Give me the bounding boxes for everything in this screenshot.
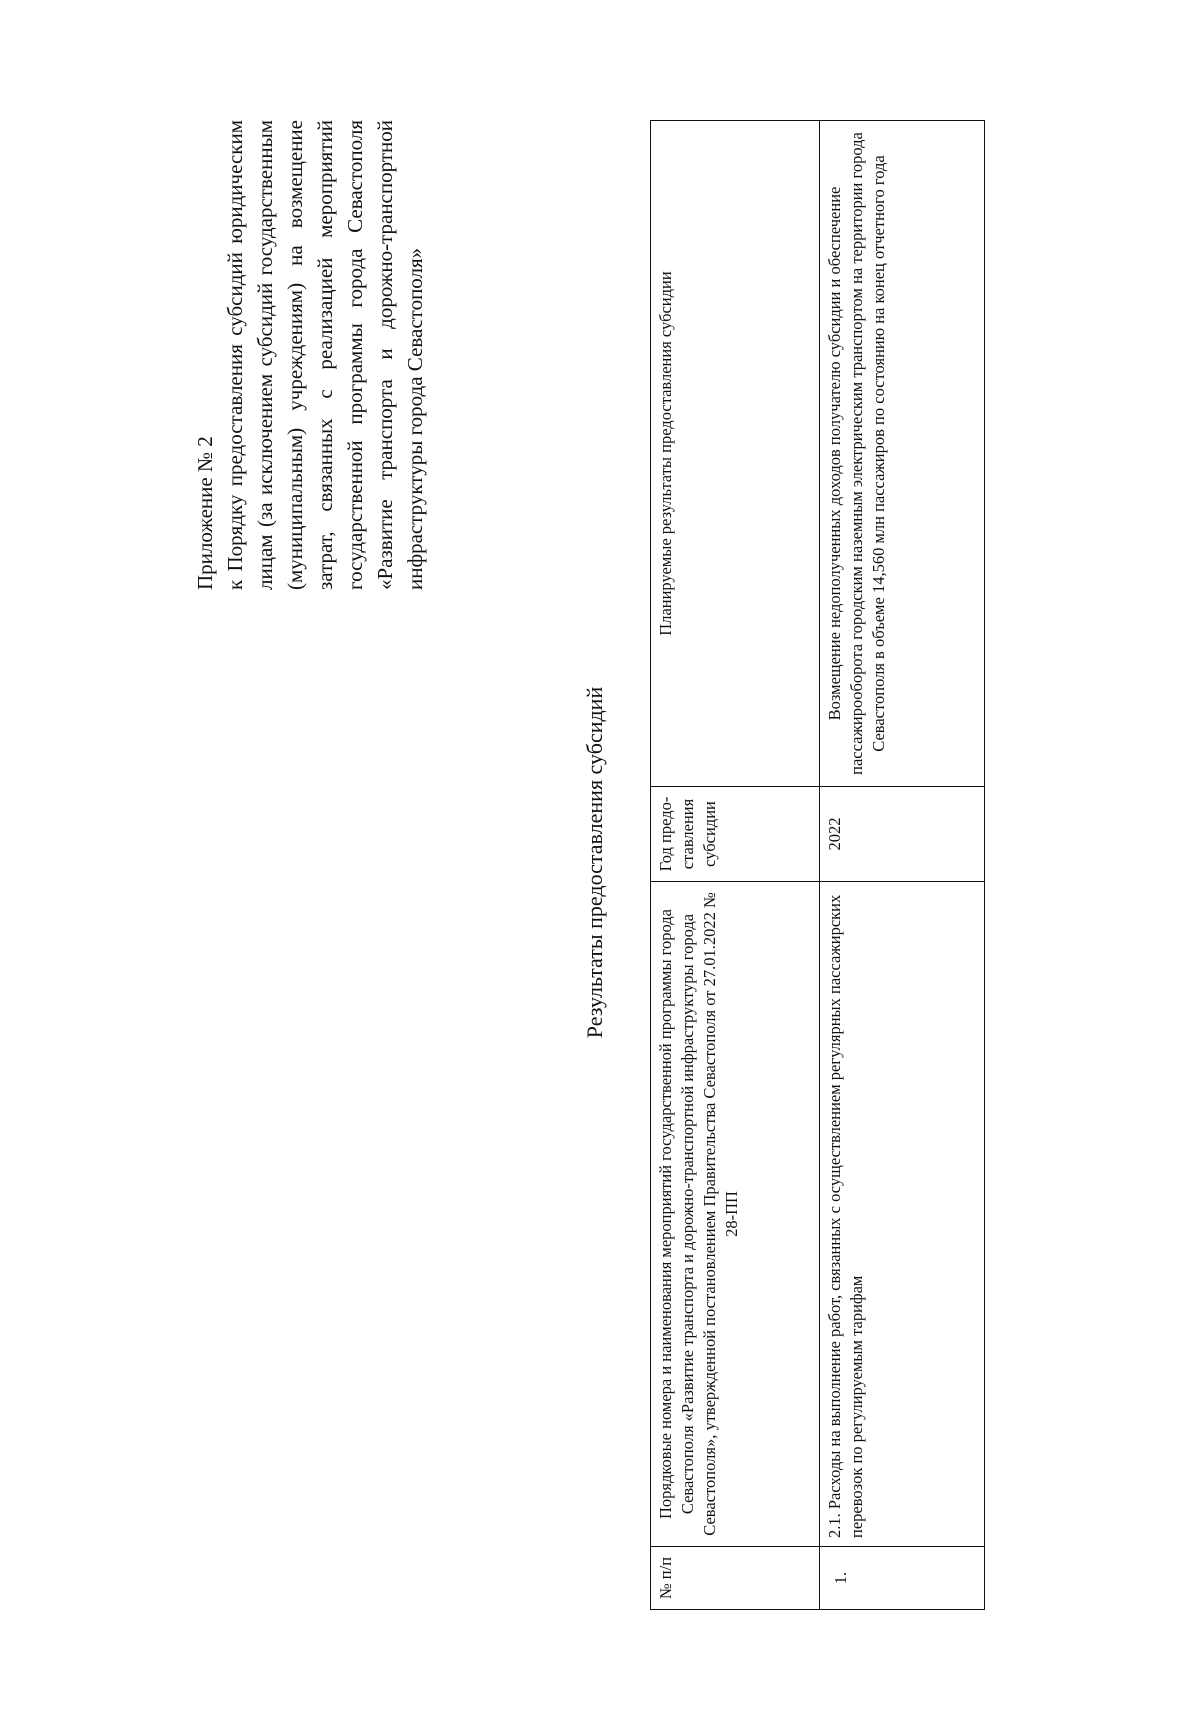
cell-name: 2.1. Расходы на выполнение работ, связанных с осуществлением регулярных пассажирских перевозок по регулируемым тарифам <box>820 882 985 1547</box>
table-header-row <box>651 121 820 1610</box>
header-number: № п/п <box>651 1547 820 1610</box>
cell-year: 2022 <box>820 787 985 882</box>
cell-result: Возмещение недополученных доходов получателю субсидии и обеспечение пассажирооборота городским наземным электрическим транспортом на территории города Севастополя в объеме 14,560 млн пассажиров по состоянию на конец отчетного года <box>820 121 985 787</box>
cell-number: 1. <box>820 1547 985 1610</box>
results-table <box>650 120 985 1610</box>
table-row <box>820 121 985 1610</box>
header-name: Порядковые номера и наименования мероприятий государственной программы города Севастополя «Развитие транспорта и дорожно-транспортной инфраструктуры города Севастополя», утвержденной постановлением Правительства Севастополя от 27.01.2022 № 28-ПП <box>651 882 820 1547</box>
header-result: Планируемые результаты предоставления субсидии <box>651 121 820 787</box>
document-title: Результаты предоставления субсидий <box>582 686 607 1039</box>
appendix-block <box>190 120 430 590</box>
appendix-title: Приложение № 2 <box>193 436 217 590</box>
appendix-body: к Порядку предоставления субсидий юридическим лицам (за исключением субсидий государственным (муниципальным) учреждениям) на возмещение затрат, связанных с реализацией мероприятий государственной программы города Севастополя «Развитие транспорта и дорожно-транспортной инфраструктуры города Севастополя» <box>223 120 427 590</box>
header-year: Год предо-ставления субсидии <box>651 787 820 882</box>
